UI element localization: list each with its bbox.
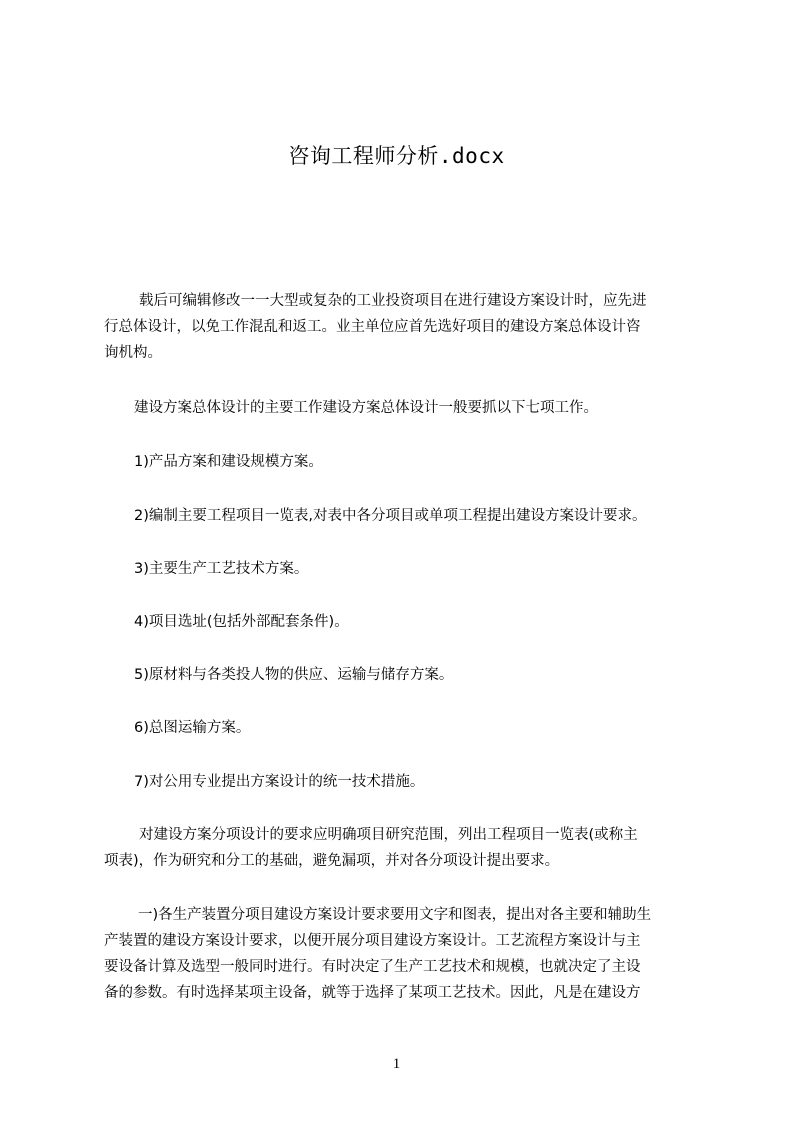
list-item <box>134 662 453 688</box>
text-line: 建设方案总体设计的主要工作建设方案总体设计一般要抓以下七项工作。 <box>134 400 598 416</box>
text-line: 备的参数。有时选择某项主设备，就等于选择了某项工艺技术。因此，凡是在建设方 <box>104 985 641 1001</box>
paragraph-production-units <box>104 902 651 1006</box>
paragraph-subitem-requirements <box>104 822 638 874</box>
document-title: 咨询工程师分析.docx <box>288 144 505 168</box>
text-line: 4)项目选址(包括外部配套条件)。 <box>134 614 349 630</box>
page-number: 1 <box>392 1056 401 1072</box>
list-item <box>134 609 349 635</box>
paragraph-overview <box>134 395 598 421</box>
text-line: 产装置的建设方案设计要求，以便开展分项目建设方案设计。工艺流程方案设计与主 <box>104 933 641 949</box>
text-line: 6)总图运输方案。 <box>134 720 251 736</box>
text-line: 要设备计算及选型一般同时进行。有时决定了生产工艺技术和规模，也就决定了主设 <box>104 959 641 975</box>
text-line: 行总体设计，以免工作混乱和返工。业主单位应首先选好项目的建设方案总体设计咨 <box>104 319 641 335</box>
list-item <box>134 769 424 795</box>
text-line: 3)主要生产工艺技术方案。 <box>134 561 309 577</box>
text-line: 项表)，作为研究和分工的基础，避免漏项，并对各分项设计提出要求。 <box>104 853 560 869</box>
text-line: 询机构。 <box>104 345 162 361</box>
text-line: 2)编制主要工程项目一览表,对表中各分项目或单项工程提出建设方案设计要求。 <box>134 508 647 524</box>
list-item <box>134 556 308 582</box>
list-item <box>134 503 647 529</box>
text-line: 1)产品方案和建设规模方案。 <box>134 454 323 470</box>
paragraph-intro <box>104 288 647 366</box>
text-line: 一)各生产装置分项目建设方案设计要求要用文字和图表，提出对各主要和辅助生 <box>138 907 652 923</box>
text-line: 7)对公用专业提出方案设计的统一技术措施。 <box>134 774 425 790</box>
text-line: 载后可编辑修改一一大型或复杂的工业投资项目在进行建设方案设计时，应先进 <box>139 293 647 309</box>
text-line: 5)原材料与各类投人物的供应、运输与储存方案。 <box>134 667 454 683</box>
list-item <box>134 715 250 741</box>
text-line: 对建设方案分项设计的要求应明确项目研究范围，列出工程项目一览表(或称主 <box>139 827 638 843</box>
list-item <box>134 449 323 475</box>
